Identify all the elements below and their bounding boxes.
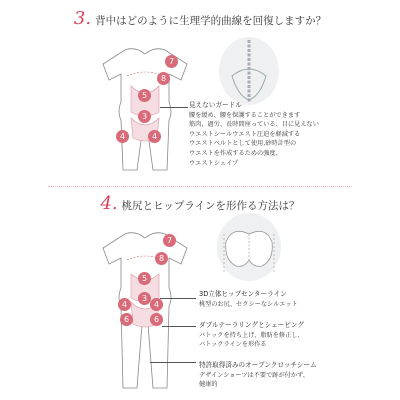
desc-line: 特許取得済みのオープンクロッチシーム — [199, 361, 317, 369]
badge-6-right: 6 — [150, 313, 163, 326]
badge-4-left: 4 — [116, 130, 129, 143]
desc-line: 筋肉、過労、長時間座っている、目に見えない — [189, 121, 319, 129]
badge-5: 5 — [138, 89, 151, 102]
desc-line: 健康的 — [199, 381, 218, 389]
leader-line — [150, 362, 196, 363]
badge-7: 7 — [163, 234, 176, 247]
leader-line — [160, 298, 196, 299]
badge-4-left: 4 — [118, 298, 131, 311]
desc-line: デザインショーツは不要で跡が付かず、 — [199, 371, 309, 379]
section1-description — [189, 101, 319, 168]
section2-number: 4. — [100, 193, 118, 214]
desc-line: 3D立体ヒップセンターライン — [199, 290, 287, 298]
leader-line — [160, 107, 188, 108]
badge-4-right: 4 — [148, 130, 161, 143]
desc-line: 腰を緩め、腰を保護することができます — [189, 111, 301, 119]
desc-line: ウエストベルトとして使用,砂時計型の — [189, 140, 297, 148]
section2-heading-text: 桃尻とヒップラインを形作る方法は？ — [121, 200, 300, 212]
section2-heading — [0, 193, 400, 214]
desc-line: バトックラインを形作る — [199, 341, 267, 349]
desc-line: ウエストを作成するための強度、 — [189, 149, 282, 157]
section2-description-3 — [199, 361, 317, 390]
badge-4-right: 4 — [150, 298, 163, 311]
bodysuit-figure-2 — [95, 226, 195, 391]
section2-description-2 — [199, 321, 304, 350]
desc-line: ウエストシェイプ — [189, 159, 239, 167]
badge-6-left: 6 — [120, 313, 133, 326]
hip-illustration — [216, 212, 282, 282]
desc-line: 見えないガードル — [189, 101, 242, 109]
leader-line — [162, 326, 196, 327]
badge-3: 3 — [138, 292, 151, 305]
spine-illustration — [218, 36, 280, 106]
desc-line: ダブルテーラリングとシェービング — [199, 321, 304, 329]
badge-8: 8 — [157, 72, 170, 85]
badge-7: 7 — [165, 55, 178, 68]
desc-line: バトックを持ち上げ、脂肪を修正し、 — [199, 331, 304, 339]
section2-description-1 — [199, 290, 298, 309]
section1-heading — [0, 8, 400, 29]
desc-line: 桃型のお尻、セクシーなシルエット — [199, 300, 298, 308]
section-divider — [48, 186, 352, 187]
desc-line: ウエストシールウエスト圧迫を軽減する — [189, 130, 301, 138]
badge-5: 5 — [138, 272, 151, 285]
badge-8: 8 — [155, 252, 168, 265]
badge-3: 3 — [138, 110, 151, 123]
section1-number: 3. — [73, 8, 92, 29]
section1-heading-text: 背中はどのように生理学的曲線を回復しますか？ — [95, 15, 327, 27]
